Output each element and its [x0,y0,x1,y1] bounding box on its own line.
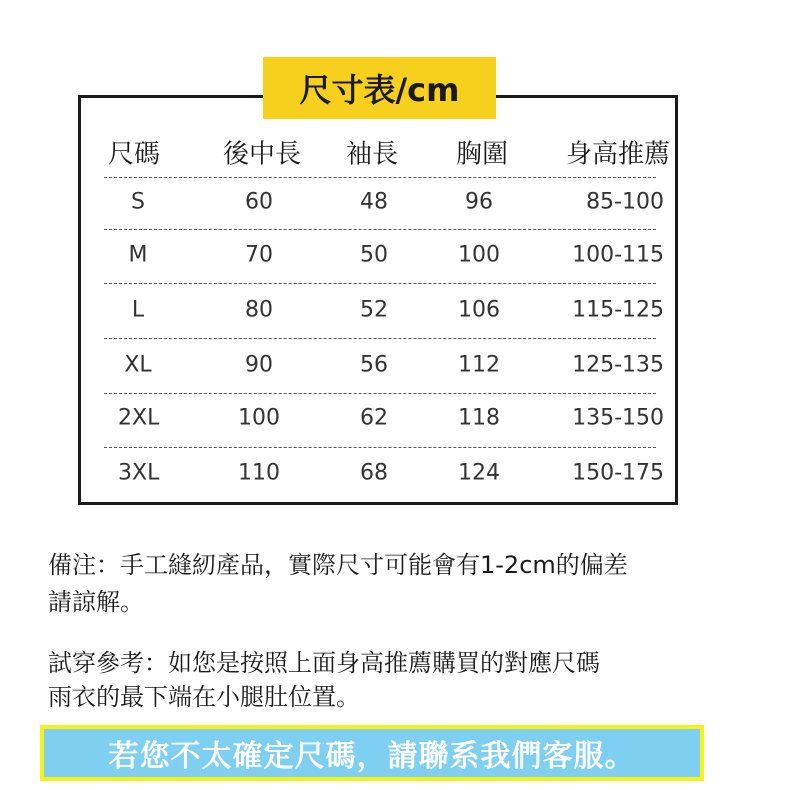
cell-size: M [128,242,148,268]
cell-sleeve-length: 56 [360,352,388,378]
cell-back-length: 80 [245,297,273,323]
header-size: 尺碼 [108,139,161,170]
cell-sleeve-length: 52 [360,297,388,323]
cell-sleeve-length: 62 [360,405,388,431]
cell-height: 85-100 [586,189,664,215]
cell-size: S [131,189,145,215]
table-row [104,284,664,336]
cell-height: 100-115 [572,242,664,268]
header-height-recommend: 身高推薦 [565,139,670,170]
cell-back-length: 90 [245,352,273,378]
cell-chest: 118 [458,405,500,431]
cell-size: XL [124,352,152,378]
cell-size: L [131,297,145,323]
cell-back-length: 100 [238,405,280,431]
contact-banner-text: 若您不太確定尺碼，請聯系我們客服。 [44,729,700,777]
cell-chest: 124 [458,460,500,486]
table-row [104,176,664,228]
cell-size: 3XL [118,460,160,486]
cell-sleeve-length: 50 [360,242,388,268]
table-row [104,339,664,391]
cell-chest: 100 [458,242,500,268]
cell-back-length: 60 [245,189,273,215]
remark-note-line2: 請諒解。 [48,588,144,616]
remark-note-line1: 備注：手工縫紉產品，實際尺寸可能會有1-2cm的偏差 [48,551,628,579]
cell-chest: 106 [458,297,500,323]
header-sleeve-length: 袖長 [345,139,398,170]
size-table-header [104,126,670,178]
cell-height: 115-125 [572,297,664,323]
cell-chest: 112 [458,352,500,378]
cell-height: 150-175 [572,460,664,486]
cell-back-length: 110 [238,460,280,486]
header-back-length: 後中長 [222,139,301,170]
fitting-note-line2: 雨衣的最下端在小腿肚位置。 [48,683,360,711]
table-row [104,392,664,444]
cell-chest: 96 [465,189,493,215]
table-row [104,447,664,499]
header-chest: 胸圍 [455,139,508,170]
cell-size: 2XL [118,405,160,431]
cell-sleeve-length: 48 [360,189,388,215]
cell-height: 125-135 [572,352,664,378]
contact-banner [40,725,704,781]
cell-height: 135-150 [572,405,664,431]
fitting-note-line1: 試穿參考：如您是按照上面身高推薦購買的對應尺碼 [48,649,600,677]
cell-back-length: 70 [245,242,273,268]
cell-sleeve-length: 68 [360,460,388,486]
size-chart-title: 尺寸表/cm [263,57,496,119]
table-row [104,229,664,281]
